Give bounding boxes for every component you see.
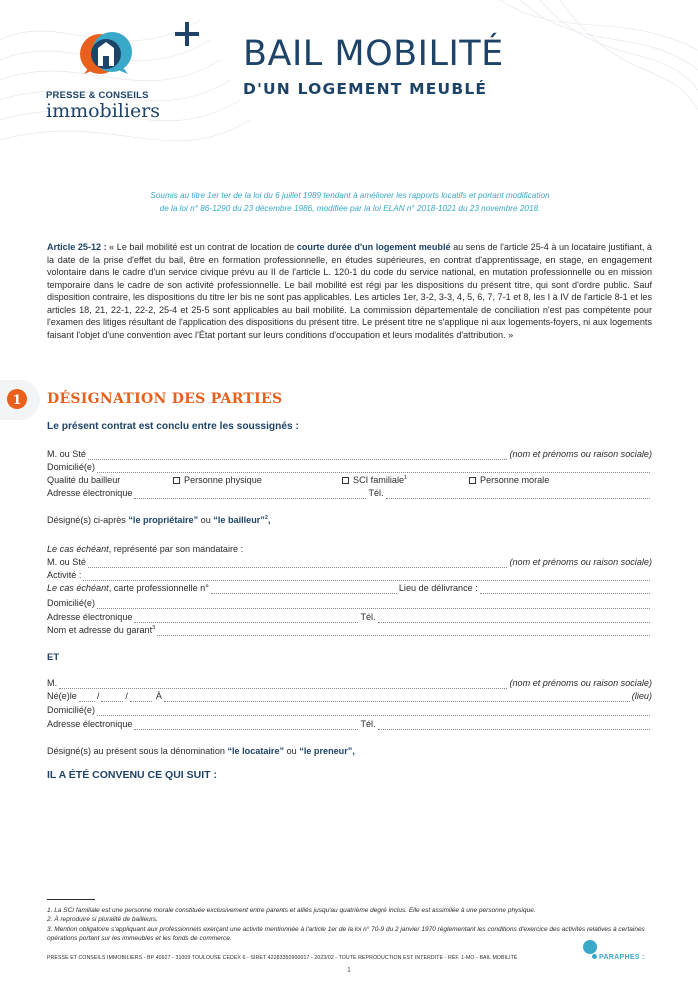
birth-place-field[interactable] (164, 693, 630, 702)
checkbox-icon[interactable] (469, 477, 476, 484)
legal-intro-line2: de la loi n° 86-1290 du 23 décembre 1986, modifiée par la loi ELAN n° 2018-1021 du 23 novembre 2018. (159, 204, 541, 213)
bailleur-domicile-label: Domicilié(e) (47, 462, 95, 472)
bailleur-domicile-field[interactable] (97, 464, 650, 473)
bailleur-name-field[interactable] (88, 451, 508, 460)
logo-house-icon (78, 30, 134, 82)
mandataire-domicile-label: Domicilié(e) (47, 598, 95, 608)
birth-year-field[interactable] (130, 693, 152, 702)
paraphes-label: PARAPHES : (592, 954, 645, 961)
mandataire-activite-field[interactable] (83, 572, 650, 581)
mandataire-contact-line (47, 611, 652, 623)
convenu-heading: IL A ÉTÉ CONVENU CE QUI SUIT : (47, 769, 217, 781)
option-personne-morale[interactable]: Personne morale (469, 475, 549, 485)
paraphes-bubble-icon (583, 940, 597, 954)
article-text-2: au sens de l'article 25-4 à un locataire justifiant, à la date de la prise d'effet du bail, être en formation professionnelle, en études supérieures, en contrat d'apprentissage, en stage, en engagement volontaire dans le cadre d'un service civique prévu au II de l'article L. 120-1 du code du service national, en mutation professionnelle ou en mission temporaire dans le cadre de son activité professionnelle. Le bail mobilité est régi par les dispositions du présent titre, qui sont d'ordre public. Sauf disposition contraire, les dispositions du titre ler bis ne sont pas applicables. Les articles 1er, 3-2, 3-3, 4, 5, 6, 7, 7-1 et 8, les I à IV de l'article 8-1 et les articles 18, 21, 22-1, 22-2, 25-4 et 25-5 sont applicables au bail mobilité. La commission départementale de conciliation n'est pas compétente pour l'examen des litiges résultant de l'application des dispositions du présent titre. Le présent titre ne s'applique ni aux logements-foyers, ni aux logements faisant l'objet d'une convention avec l'État portant sur leurs conditions d'occupation et leurs modalités d'attribution. » (47, 242, 652, 340)
page-number: 1 (347, 967, 351, 974)
locataire-tel-field[interactable] (378, 721, 650, 730)
bailleur-tel-label: Tél. (368, 488, 384, 498)
article-text-1: « Le bail mobilité est un contrat de location de (106, 242, 297, 252)
mandataire-lieu-label: Lieu de délivrance : (398, 583, 478, 593)
locataire-name-hint: (nom et prénoms ou raison sociale) (509, 678, 652, 688)
date-separator: / (125, 691, 128, 701)
locataire-domicile-line (47, 704, 652, 716)
logo-text-line1: PRESSE & CONSEILS (46, 90, 149, 101)
section-number: 1 (12, 393, 22, 408)
et-separator: ET (47, 652, 60, 663)
bailleur-domicile-line (47, 461, 652, 473)
mandataire-intro: Le cas échéant, représenté par son mandataire : (47, 544, 244, 554)
plus-icon (175, 22, 199, 46)
option-sci-familiale[interactable]: SCI familiale$^1$ (342, 475, 407, 485)
mandataire-activite-line (47, 569, 652, 581)
locataire-domicile-label: Domicilié(e) (47, 705, 95, 715)
locataire-a-label: À (155, 691, 162, 701)
locataire-name-label: M. (47, 678, 58, 688)
footnote-3: 3. Mention obligatoire s'appliquant aux professionnels exerçant une activité mentionnée à l'article 1er de la loi n° 70-9 du 2 janvier 1970 réglementant les conditions d'exercice des activités relatives à certaines opérations portant sur les immeubles et les fonds de commerce. (47, 925, 645, 942)
bailleur-contact-line (47, 487, 652, 499)
mandataire-domicile-line (47, 597, 652, 609)
mandataire-name-line (47, 556, 652, 568)
birth-day-field[interactable] (79, 693, 95, 702)
footnote-1: 1. La SCI familiale est une personne morale constituée exclusivement entre parents et alliés jusqu'au quatrième degré inclus. Elle est assimilée à une personne physique. (47, 907, 536, 914)
legal-intro-line1: Soumis au titre 1er ter de la loi du 6 juillet 1989 tendant à améliorer les rapports locatifs et portant modification (150, 191, 550, 200)
bailleur-name-line (47, 448, 652, 460)
locataire-name-field[interactable] (59, 680, 507, 689)
article-lead: Article 25-12 : (47, 242, 107, 252)
garant-line (47, 624, 652, 636)
locataire-contact-line (47, 718, 652, 730)
birth-month-field[interactable] (101, 693, 123, 702)
designation-locataire: Désigné(s) au présent sous la dénomination “le locataire” ou “le preneur”, (47, 746, 355, 756)
locataire-domicile-field[interactable] (97, 707, 650, 716)
footnote-2: 2. À reproduire si pluralité de bailleurs. (47, 916, 158, 924)
mandataire-carte-line (47, 582, 652, 594)
logo-text-line2: immobiliers (46, 100, 161, 122)
parties-heading: Le présent contrat est conclu entre les soussignés : (47, 421, 299, 432)
section-title: DÉSIGNATION DES PARTIES (47, 391, 283, 407)
footer-legal: PRESSE ET CONSEILS IMMOBILIERS - BP 40927 - 31009 TOULOUSE CEDEX 6 - SIRET 42283350900017 - 2023/02 - TOUTE REPRODUCTION EST INTERDITE - RÉF. 1-MO - BAIL MOBILITÉ (47, 955, 518, 961)
checkbox-icon[interactable] (173, 477, 180, 484)
locataire-name-line (47, 677, 652, 689)
mandataire-name-hint: (nom et prénoms ou raison sociale) (509, 557, 652, 567)
paraphes-box[interactable] (580, 940, 655, 966)
section-number-badge (0, 380, 40, 420)
mandataire-tel-label: Tél. (360, 612, 376, 622)
article-25-12 (47, 241, 652, 341)
mandataire-tel-field[interactable] (378, 614, 650, 623)
mandataire-lieu-field[interactable] (480, 585, 650, 594)
locataire-tel-label: Tél. (360, 719, 376, 729)
designation-bailleur: Désigné(s) ci-après “le propriétaire” ou “le bailleur”$^2$, (47, 514, 271, 525)
bailleur-email-label: Adresse électronique (47, 488, 133, 498)
article-emphasis: courte durée d'un logement meublé (296, 242, 451, 252)
mandataire-email-field[interactable] (134, 614, 358, 623)
date-separator: / (96, 691, 100, 701)
lieu-hint: (lieu) (631, 691, 652, 701)
mandataire-email-label: Adresse électronique (47, 612, 133, 622)
bailleur-name-label: M. ou Sté (47, 449, 86, 459)
locataire-ne-label: Né(e)le (47, 691, 77, 701)
mandataire-name-field[interactable] (88, 559, 508, 568)
document-title: BAIL MOBILITÉ (243, 34, 504, 74)
option-personne-physique[interactable]: Personne physique (173, 475, 262, 485)
locataire-email-label: Adresse électronique (47, 719, 133, 729)
mandataire-domicile-field[interactable] (97, 600, 650, 609)
footnote-rule (47, 899, 95, 900)
document-subtitle: D'UN LOGEMENT MEUBLÉ (243, 80, 488, 98)
checkbox-icon[interactable] (342, 477, 349, 484)
mandataire-name-label: M. ou Sté (47, 557, 86, 567)
garant-label: Nom et adresse du garant$^3$ (47, 624, 156, 635)
mandataire-carte-field[interactable] (211, 585, 397, 594)
bailleur-name-hint: (nom et prénoms ou raison sociale) (509, 449, 652, 459)
mandataire-activite-label: Activité : (47, 570, 82, 580)
bailleur-tel-field[interactable] (386, 490, 650, 499)
bailleur-email-field[interactable] (134, 490, 366, 499)
bailleur-qualite-label: Qualité du bailleur (47, 475, 121, 485)
mandataire-carte-label: Le cas échéant, carte professionnelle n° (47, 583, 209, 593)
garant-field[interactable] (157, 627, 650, 636)
locataire-email-field[interactable] (134, 721, 358, 730)
legal-intro (60, 189, 640, 215)
locataire-naissance-line (47, 690, 652, 702)
footnotes (47, 906, 652, 943)
